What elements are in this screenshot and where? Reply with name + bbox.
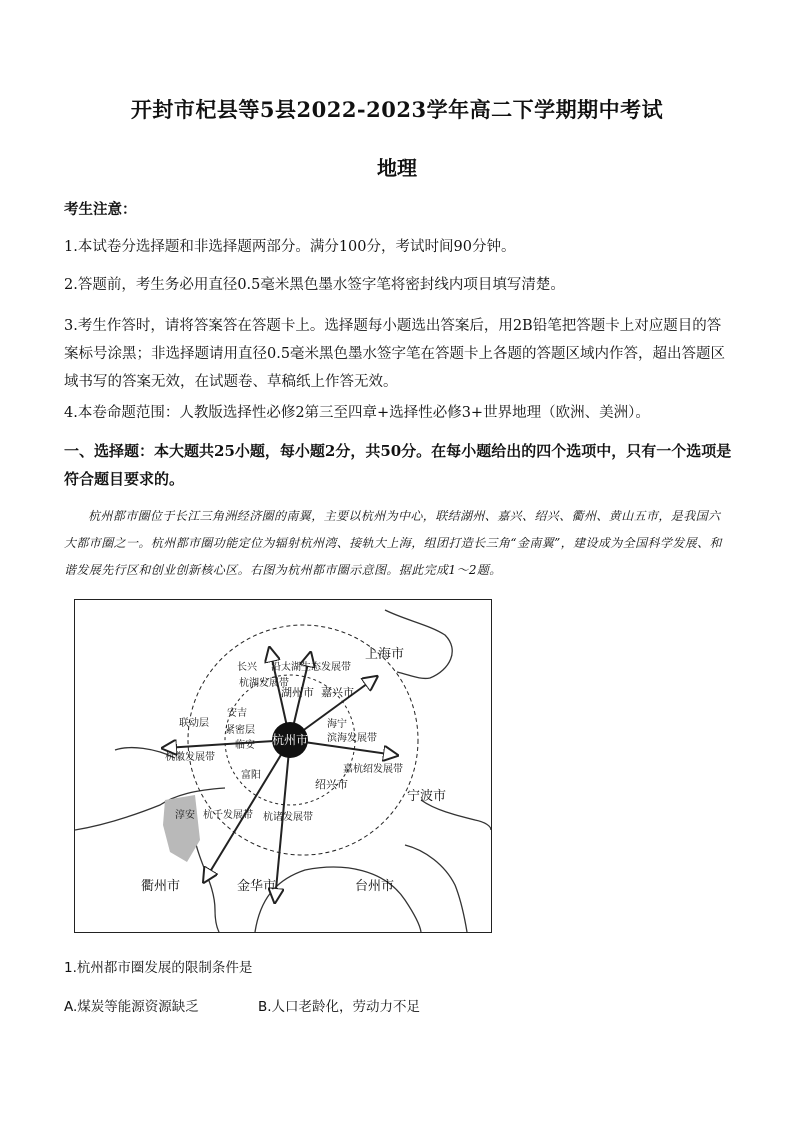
hangzhou-metro-map xyxy=(74,599,492,933)
label-jiaxing: 嘉兴市 xyxy=(321,686,354,699)
label-hanghui-belt: 杭徽发展带 xyxy=(165,752,215,763)
label-quzhou: 衢州市 xyxy=(141,879,181,894)
label-huzhou: 湖州市 xyxy=(281,686,314,699)
section-one-heading: 一、选择题：本大题共25小题，每小题2分，共50分。在每小题给出的四个选项中，只有一个选项是符合题目要求的。 xyxy=(64,442,732,488)
reading-passage: 杭州都市圈位于长江三角洲经济圈的南翼，主要以杭州为中心，联结湖州、嘉兴、绍兴、衢州、黄山五市，是我国六大都市圈之一。杭州都市圈功能定位为辐射杭州湾、接轨大上海，组团打造长三角“金南翼”，建设成为全国科学发展、和谐发展先行区和创业创新核心区。右图为杭州都市圈示意图。据此完成1～2题。 xyxy=(64,509,722,577)
label-changxing: 长兴 xyxy=(237,662,257,673)
label-hangzhu-belt: 杭诸发展带 xyxy=(263,812,313,823)
label-chunan: 淳安 xyxy=(175,810,195,821)
label-anji: 安吉 xyxy=(227,708,247,719)
label-haining: 海宁 xyxy=(327,719,347,730)
notice-heading: 考生注意： xyxy=(64,201,137,218)
chunan-region-shading xyxy=(163,795,200,862)
label-ningbo: 宁波市 xyxy=(407,789,447,804)
question-1-option-a[interactable]: A.煤炭等能源资源缺乏 xyxy=(64,999,199,1015)
province-boundaries xyxy=(75,610,491,932)
exam-title: 开封市杞县等5县2022-2023学年高二下学期期中考试 xyxy=(130,97,664,122)
label-jiahangshao-belt: 嘉杭绍发展带 xyxy=(343,764,403,775)
label-hangqian-belt: 杭千发展带 xyxy=(203,810,253,821)
label-linan: 临安 xyxy=(235,740,255,751)
question-1-stem: 1.杭州都市圈发展的限制条件是 xyxy=(64,960,253,976)
label-taihu-belt: 沿太湖生态发展带 xyxy=(271,662,351,673)
map-center-label: 杭州市 xyxy=(271,733,309,747)
notice-item-2: 2.答题前，考生务必用直径0.5毫米黑色墨水签字笔将密封线内项目填写清楚。 xyxy=(64,277,565,293)
subject-title: 地理 xyxy=(377,156,417,180)
label-taizhou: 台州市 xyxy=(355,879,395,894)
notice-item-1: 1.本试卷分选择题和非选择题两部分。满分100分，考试时间90分钟。 xyxy=(64,239,516,255)
notice-item-4: 4.本卷命题范围：人教版选择性必修2第三至四章+选择性必修3+世界地理（欧洲、美洲）。 xyxy=(64,405,650,421)
label-jinhua: 金华市 xyxy=(237,879,277,894)
label-fuyang: 富阳 xyxy=(241,770,261,781)
label-binhai-belt: 滨海发展带 xyxy=(327,733,377,744)
notice-item-3: 3.考生作答时，请将答案答在答题卡上。选择题每小题选出答案后，用2B铅笔把答题卡上对应题目的答案标号涂黑；非选择题请用直径0.5毫米黑色墨水签字笔在答题卡上各题的答题区域内作答，超出答题区域书写的答案无效，在试题卷、草稿纸上作答无效。 xyxy=(64,318,726,390)
label-jinmi: 紧密层 xyxy=(225,725,255,736)
label-hanghu-belt: 杭湖发展带 xyxy=(239,678,289,689)
label-shanghai: 上海市 xyxy=(365,647,405,662)
label-liandong: 联动层 xyxy=(179,718,209,729)
label-shaoxing: 绍兴市 xyxy=(315,778,348,791)
question-1-option-b[interactable]: B.人口老龄化，劳动力不足 xyxy=(258,999,421,1015)
